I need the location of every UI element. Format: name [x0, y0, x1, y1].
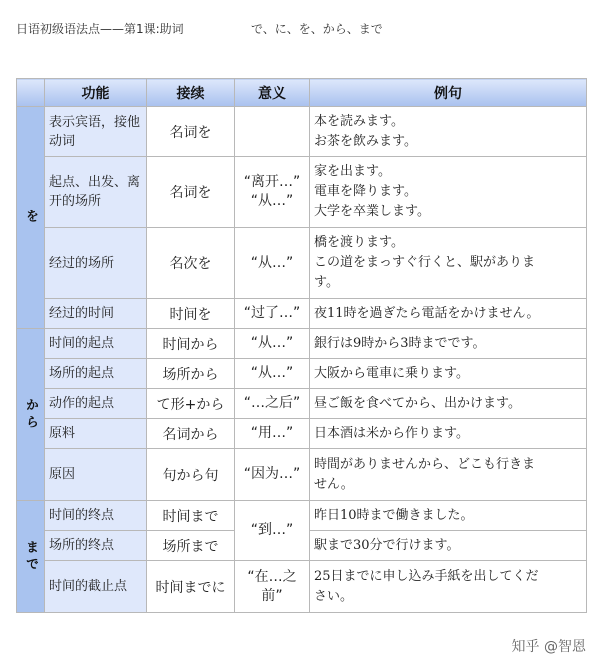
example-line: せん。 [314, 476, 354, 492]
function-cell: 动作的起点 [45, 389, 147, 419]
header-meaning: 意义 [235, 79, 310, 107]
table-row [17, 299, 587, 329]
meaning-cell: “因为…” [235, 449, 310, 501]
example-line: お茶を飲みます。 [314, 133, 417, 149]
example-line: 電車を降ります。 [314, 184, 417, 199]
meaning-line: “从…” [250, 193, 294, 209]
connection-cell: 名词を [147, 157, 235, 228]
example-line: 昼ご飯を食べてから、出かけます。 [314, 395, 521, 411]
connection-cell: 场所まで [147, 531, 235, 561]
example-cell [310, 561, 587, 613]
particle-wo: を [17, 107, 45, 329]
table-row [17, 501, 587, 531]
table-row [17, 157, 587, 228]
meaning-cell: “过了…” [235, 299, 310, 329]
meaning-cell [235, 157, 310, 228]
example-cell [310, 299, 587, 329]
function-cell: 经过的场所 [45, 228, 147, 299]
meaning-cell: “…之后” [235, 389, 310, 419]
meaning-cell [235, 561, 310, 613]
example-line: 駅まで30分で行けます。 [314, 537, 460, 553]
table-row [17, 329, 587, 359]
table-row [17, 107, 587, 157]
meaning-cell: “从…” [235, 329, 310, 359]
connection-cell: 场所から [147, 359, 235, 389]
function-cell: 时间的终点 [45, 501, 147, 531]
particle-made: まで [17, 501, 45, 613]
example-cell [310, 501, 587, 531]
table-row [17, 359, 587, 389]
table-row [17, 419, 587, 449]
connection-cell: 时间までに [147, 561, 235, 613]
example-line: さい。 [314, 588, 354, 604]
header-function: 功能 [45, 79, 147, 107]
function-cell: 表示宾语，接他动词 [45, 107, 147, 157]
function-cell: 起点、出发、离开的场所 [45, 157, 147, 228]
connection-cell: 名词を [147, 107, 235, 157]
header-corner [17, 79, 45, 107]
page-header [16, 20, 600, 42]
example-line: 日本酒は米から作ります。 [314, 425, 469, 441]
example-line: 橋を渡ります。 [314, 235, 404, 250]
example-cell [310, 107, 587, 157]
header-example: 例句 [310, 79, 587, 107]
example-cell [310, 359, 587, 389]
meaning-cell [235, 107, 310, 157]
example-cell [310, 157, 587, 228]
meaning-cell: “从…” [235, 228, 310, 299]
example-cell [310, 329, 587, 359]
particle-kara: から [17, 329, 45, 501]
meaning-line: 前” [261, 587, 283, 604]
example-line: 昨日10時まで働きました。 [314, 507, 474, 523]
example-line: す。 [314, 275, 339, 290]
example-line: 大学を卒業します。 [314, 204, 430, 219]
function-cell: 时间的截止点 [45, 561, 147, 613]
connection-cell: 时间から [147, 329, 235, 359]
connection-cell: 时间を [147, 299, 235, 329]
function-cell: 场所的终点 [45, 531, 147, 561]
example-line: 夜11時を過ぎたら電話をかけません。 [314, 305, 540, 321]
function-cell: 经过的时间 [45, 299, 147, 329]
meaning-line: “离开…” [243, 174, 301, 190]
function-cell: 原料 [45, 419, 147, 449]
example-line: 大阪から電車に乗ります。 [314, 365, 469, 381]
example-cell [310, 531, 587, 561]
lesson-subtitle: で、に、を、から、まで [251, 22, 383, 36]
function-cell: 原因 [45, 449, 147, 501]
table-row [17, 449, 587, 501]
example-cell [310, 228, 587, 299]
connection-cell: 时间まで [147, 501, 235, 531]
meaning-cell: “用…” [235, 419, 310, 449]
header-connection: 接续 [147, 79, 235, 107]
meaning-cell: “到…” [235, 501, 310, 561]
meaning-cell: “从…” [235, 359, 310, 389]
example-line: 本を読みます。 [314, 113, 404, 129]
example-line: 25日までに申し込み手紙を出してくだ [314, 568, 539, 584]
example-cell [310, 449, 587, 501]
connection-cell: 名次を [147, 228, 235, 299]
table-row [17, 228, 587, 299]
example-cell [310, 419, 587, 449]
example-line: 家を出ます。 [314, 164, 391, 179]
example-line: この道をまっすぐ行くと、駅がありま [314, 255, 536, 270]
meaning-line: “在…之 [247, 568, 297, 585]
connection-cell: 句から句 [147, 449, 235, 501]
grammar-table [16, 78, 587, 613]
lesson-title: 日语初级语法点——第1课:助词 [16, 22, 184, 36]
connection-cell: て形+から [147, 389, 235, 419]
table-row [17, 389, 587, 419]
example-cell [310, 389, 587, 419]
table-row [17, 561, 587, 613]
function-cell: 时间的起点 [45, 329, 147, 359]
watermark: 知乎 @智恩 [511, 639, 586, 655]
connection-cell: 名词から [147, 419, 235, 449]
table-header-row [17, 79, 587, 107]
function-cell: 场所的起点 [45, 359, 147, 389]
example-line: 銀行は9時から3時までです。 [314, 335, 486, 351]
example-line: 時間がありませんから、どこも行きま [314, 456, 536, 472]
